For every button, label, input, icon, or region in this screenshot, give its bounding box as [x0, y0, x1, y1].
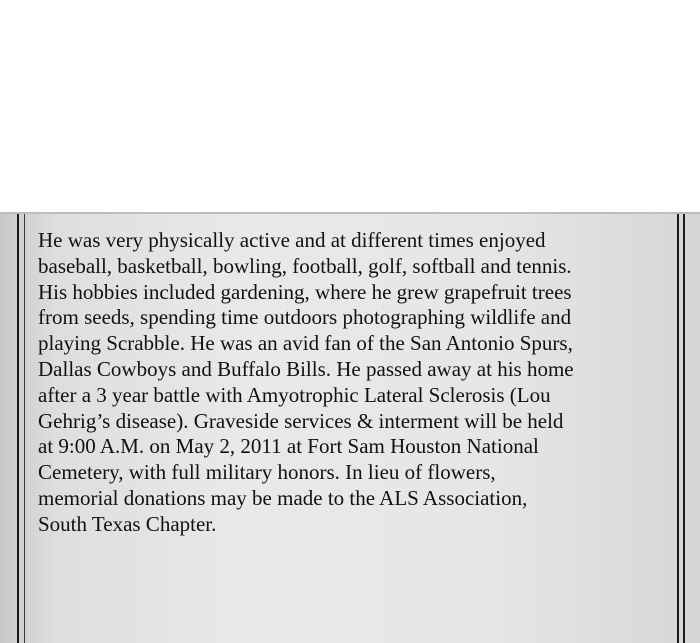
right-border-outer-line	[683, 214, 685, 643]
obituary-line-5: playing Scrabble. He was an avid fan of the San Antonio Spurs,	[38, 331, 573, 356]
obituary-line-1: He was very physically active and at different times enjoyed	[38, 228, 546, 252]
obituary-line-2: baseball, basketball, bowling, football, golf, softball and tennis.	[38, 253, 572, 278]
left-border-inner-line	[24, 214, 25, 643]
left-border-outer-line	[17, 214, 19, 643]
obituary-line-9: at 9:00 A.M. on May 2, 2011 at Fort Sam Houston National	[38, 434, 539, 459]
obituary-line-7: after a 3 year battle with Amyotrophic Lateral Sclerosis (Lou	[38, 382, 551, 407]
obituary-line-10: Cemetery, with full military honors. In lieu of flowers,	[38, 460, 496, 485]
obituary-line-4: from seeds, spending time outdoors photographing wildlife and	[38, 305, 572, 330]
obituary-line-11: memorial donations may be made to the ALS Association,	[38, 485, 528, 510]
obituary-line-3: His hobbies included gardening, where he grew grapefruit trees	[38, 279, 572, 304]
obituary-text	[38, 228, 678, 538]
card-top-edge	[0, 212, 700, 214]
obituary-line-12: South Texas Chapter.	[38, 511, 217, 536]
obituary-line-6: Dallas Cowboys and Buffalo Bills. He passed away at his home	[38, 356, 574, 381]
obituary-line-8: Gehrig’s disease). Graveside services & interment will be held	[38, 408, 564, 433]
